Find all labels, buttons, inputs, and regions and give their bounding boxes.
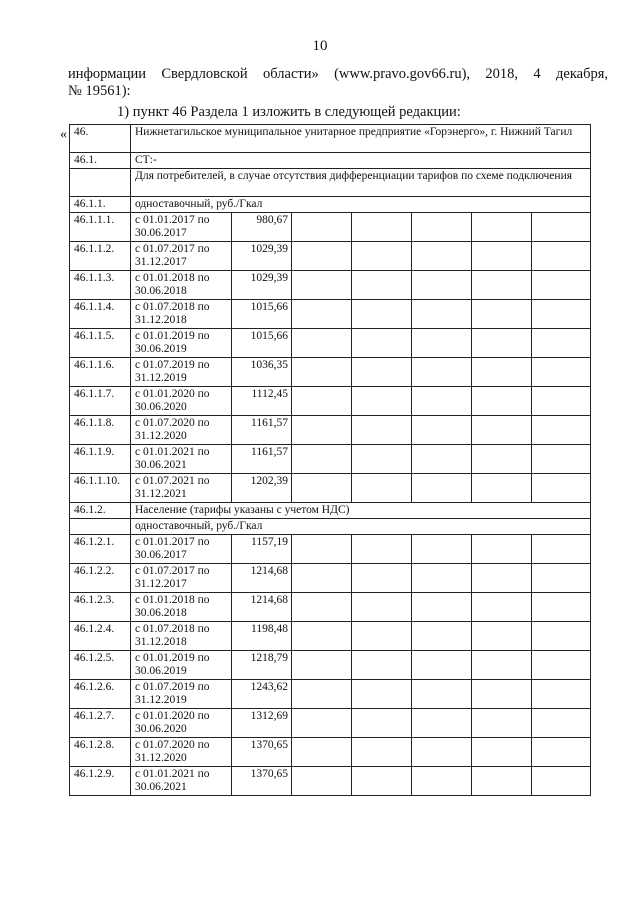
empty-cell: [532, 767, 591, 796]
empty-cell: [352, 213, 412, 242]
tariff-row: [70, 709, 591, 738]
row-code: 46.1.2.8.: [70, 738, 131, 767]
empty-cell: [292, 535, 352, 564]
empty-cell: [472, 271, 532, 300]
empty-cell: [412, 622, 472, 651]
empty-cell: [352, 738, 412, 767]
empty-cell: [472, 738, 532, 767]
empty-cell: [412, 564, 472, 593]
row-period: с 01.07.2020 по 31.12.2020: [131, 738, 232, 767]
tariff-table: [69, 124, 591, 796]
empty-cell: [352, 709, 412, 738]
empty-cell: [472, 709, 532, 738]
tariff-row: [70, 767, 591, 796]
row-period: с 01.07.2021 по 31.12.2021: [131, 474, 232, 503]
row-value: 1370,65: [232, 767, 292, 796]
tariff-row: [70, 213, 591, 242]
tariff-row: [70, 738, 591, 767]
row-code: 46.1.1.10.: [70, 474, 131, 503]
empty-cell: [292, 300, 352, 329]
tariff-row: [70, 300, 591, 329]
empty-cell: [412, 738, 472, 767]
row-code: 46.1.1.8.: [70, 416, 131, 445]
tariff-row: [70, 416, 591, 445]
subsection-title: одноставочный, руб./Гкал: [131, 519, 591, 535]
empty-cell: [352, 564, 412, 593]
row-value: 1029,39: [232, 242, 292, 271]
tariff-row: [70, 474, 591, 503]
empty-cell: [472, 535, 532, 564]
row-period: с 01.01.2020 по 30.06.2020: [131, 387, 232, 416]
row-code: 46.1.2.3.: [70, 593, 131, 622]
empty-cell: [412, 329, 472, 358]
row-period: с 01.07.2019 по 31.12.2019: [131, 680, 232, 709]
empty-cell: [352, 535, 412, 564]
empty-cell: [412, 709, 472, 738]
row-value: 1015,66: [232, 300, 292, 329]
empty-cell: [472, 767, 532, 796]
empty-cell: [292, 213, 352, 242]
empty-cell: [532, 242, 591, 271]
empty-cell: [472, 416, 532, 445]
tariff-row: [70, 593, 591, 622]
tariff-row: [70, 680, 591, 709]
empty-cell: [352, 622, 412, 651]
empty-cell: [292, 651, 352, 680]
empty-cell: [412, 358, 472, 387]
section-code: 46.1.2.: [70, 503, 131, 519]
tariff-row: [70, 387, 591, 416]
row-period: с 01.01.2021 по 30.06.2021: [131, 767, 232, 796]
empty-cell: [352, 651, 412, 680]
org-row: [70, 125, 591, 153]
row-period: с 01.07.2020 по 31.12.2020: [131, 416, 232, 445]
empty-cell: [472, 622, 532, 651]
empty-cell: [352, 680, 412, 709]
empty-cell: [412, 474, 472, 503]
row-code: 46.1.2.2.: [70, 564, 131, 593]
intro-paragraph: [68, 66, 608, 100]
row-code: 46.1.1.1.: [70, 213, 131, 242]
empty-cell: [472, 474, 532, 503]
tariff-row: [70, 242, 591, 271]
empty-cell: [352, 387, 412, 416]
row-period: с 01.07.2018 по 31.12.2018: [131, 622, 232, 651]
empty-cell: [292, 358, 352, 387]
row-period: с 01.01.2017 по 30.06.2017: [131, 213, 232, 242]
empty-cell: [532, 709, 591, 738]
row-value: 1015,66: [232, 329, 292, 358]
empty-cell: [412, 651, 472, 680]
empty-cell: [412, 416, 472, 445]
tariff-row: [70, 564, 591, 593]
empty-cell: [292, 474, 352, 503]
row-value: 980,67: [232, 213, 292, 242]
empty-cell: [352, 767, 412, 796]
empty-cell: [352, 593, 412, 622]
row-period: с 01.01.2020 по 30.06.2020: [131, 709, 232, 738]
empty-cell: [532, 271, 591, 300]
empty-cell: [532, 474, 591, 503]
empty-cell: [352, 329, 412, 358]
empty-cell: [532, 329, 591, 358]
empty-cell: [412, 242, 472, 271]
section-subtitle-row: [70, 169, 591, 197]
tariff-row: [70, 329, 591, 358]
tariff-row: [70, 535, 591, 564]
row-code: 46.1.1.4.: [70, 300, 131, 329]
row-value: 1312,69: [232, 709, 292, 738]
row-value: 1112,45: [232, 387, 292, 416]
empty-cell: [292, 445, 352, 474]
empty-cell: [532, 593, 591, 622]
row-value: 1243,62: [232, 680, 292, 709]
empty-cell: [412, 300, 472, 329]
empty-cell: [70, 519, 131, 535]
section-title: СТ:-: [131, 153, 591, 169]
empty-cell: [352, 445, 412, 474]
empty-cell: [532, 680, 591, 709]
row-period: с 01.01.2017 по 30.06.2017: [131, 535, 232, 564]
empty-cell: [352, 358, 412, 387]
section-code: 46.1.: [70, 153, 131, 169]
empty-cell: [472, 213, 532, 242]
row-value: 1036,35: [232, 358, 292, 387]
empty-cell: [532, 564, 591, 593]
empty-cell: [472, 680, 532, 709]
empty-cell: [412, 680, 472, 709]
org-code: 46.: [70, 125, 131, 153]
empty-cell: [532, 300, 591, 329]
empty-cell: [472, 358, 532, 387]
row-period: с 01.01.2018 по 30.06.2018: [131, 271, 232, 300]
row-code: 46.1.2.7.: [70, 709, 131, 738]
empty-cell: [292, 709, 352, 738]
row-code: 46.1.1.9.: [70, 445, 131, 474]
intro-line-2: № 19561):: [68, 83, 131, 99]
row-period: с 01.07.2017 по 31.12.2017: [131, 242, 232, 271]
point-text: 1) пункт 46 Раздела 1 изложить в следующей редакции:: [117, 104, 461, 120]
row-period: с 01.07.2019 по 31.12.2019: [131, 358, 232, 387]
empty-cell: [472, 242, 532, 271]
empty-cell: [532, 445, 591, 474]
row-code: 46.1.1.5.: [70, 329, 131, 358]
empty-cell: [532, 651, 591, 680]
empty-cell: [532, 416, 591, 445]
empty-cell: [292, 271, 352, 300]
row-value: 1198,48: [232, 622, 292, 651]
tariff-row: [70, 271, 591, 300]
subsection-code: 46.1.1.: [70, 197, 131, 213]
row-value: 1029,39: [232, 271, 292, 300]
row-value: 1218,79: [232, 651, 292, 680]
subsection-row: [70, 197, 591, 213]
row-period: с 01.01.2018 по 30.06.2018: [131, 593, 232, 622]
tariff-row: [70, 651, 591, 680]
open-quote: «: [60, 127, 67, 142]
row-value: 1370,65: [232, 738, 292, 767]
empty-cell: [352, 300, 412, 329]
row-value: 1161,57: [232, 445, 292, 474]
row-code: 46.1.2.1.: [70, 535, 131, 564]
empty-cell: [472, 651, 532, 680]
row-code: 46.1.1.3.: [70, 271, 131, 300]
empty-cell: [412, 767, 472, 796]
empty-cell: [472, 564, 532, 593]
row-period: с 01.01.2019 по 30.06.2019: [131, 651, 232, 680]
org-name: Нижнетагильское муниципальное унитарное предприятие «Горэнерго», г. Нижний Тагил: [131, 125, 591, 153]
empty-cell: [412, 535, 472, 564]
empty-cell: [352, 242, 412, 271]
tariff-row: [70, 445, 591, 474]
row-value: 1214,68: [232, 564, 292, 593]
empty-cell: [532, 738, 591, 767]
row-value: 1157,19: [232, 535, 292, 564]
row-code: 46.1.1.2.: [70, 242, 131, 271]
empty-cell: [292, 622, 352, 651]
section-subtitle: Для потребителей, в случае отсутствия дифференциации тарифов по схеме подключения: [131, 169, 591, 197]
empty-cell: [472, 300, 532, 329]
row-value: 1202,39: [232, 474, 292, 503]
tariff-row: [70, 358, 591, 387]
page-number: 10: [312, 38, 328, 54]
row-code: 46.1.2.6.: [70, 680, 131, 709]
empty-cell: [292, 329, 352, 358]
section-row: [70, 153, 591, 169]
section-title: Население (тарифы указаны с учетом НДС): [131, 503, 591, 519]
row-code: 46.1.2.9.: [70, 767, 131, 796]
subsection-title: одноставочный, руб./Гкал: [131, 197, 591, 213]
row-code: 46.1.1.7.: [70, 387, 131, 416]
empty-cell: [472, 445, 532, 474]
empty-cell: [532, 535, 591, 564]
empty-cell: [292, 767, 352, 796]
empty-cell: [412, 445, 472, 474]
empty-cell: [472, 387, 532, 416]
empty-cell: [352, 271, 412, 300]
empty-cell: [292, 564, 352, 593]
empty-cell: [412, 593, 472, 622]
row-value: 1214,68: [232, 593, 292, 622]
empty-cell: [472, 593, 532, 622]
empty-cell: [532, 213, 591, 242]
intro-line-1: информации Свердловской области» (www.pravo.gov66.ru), 2018, 4 декабря,: [68, 66, 608, 82]
empty-cell: [292, 738, 352, 767]
empty-cell: [70, 169, 131, 197]
empty-cell: [532, 622, 591, 651]
row-code: 46.1.1.6.: [70, 358, 131, 387]
empty-cell: [292, 242, 352, 271]
empty-cell: [412, 271, 472, 300]
tariff-row: [70, 622, 591, 651]
row-period: с 01.07.2018 по 31.12.2018: [131, 300, 232, 329]
section-row: [70, 503, 591, 519]
empty-cell: [412, 387, 472, 416]
empty-cell: [352, 416, 412, 445]
row-period: с 01.07.2017 по 31.12.2017: [131, 564, 232, 593]
empty-cell: [292, 593, 352, 622]
row-period: с 01.01.2019 по 30.06.2019: [131, 329, 232, 358]
empty-cell: [292, 416, 352, 445]
subsection-row: [70, 519, 591, 535]
empty-cell: [532, 387, 591, 416]
empty-cell: [352, 474, 412, 503]
row-code: 46.1.2.5.: [70, 651, 131, 680]
row-code: 46.1.2.4.: [70, 622, 131, 651]
empty-cell: [532, 358, 591, 387]
empty-cell: [472, 329, 532, 358]
empty-cell: [412, 213, 472, 242]
empty-cell: [292, 387, 352, 416]
row-period: с 01.01.2021 по 30.06.2021: [131, 445, 232, 474]
empty-cell: [292, 680, 352, 709]
row-value: 1161,57: [232, 416, 292, 445]
